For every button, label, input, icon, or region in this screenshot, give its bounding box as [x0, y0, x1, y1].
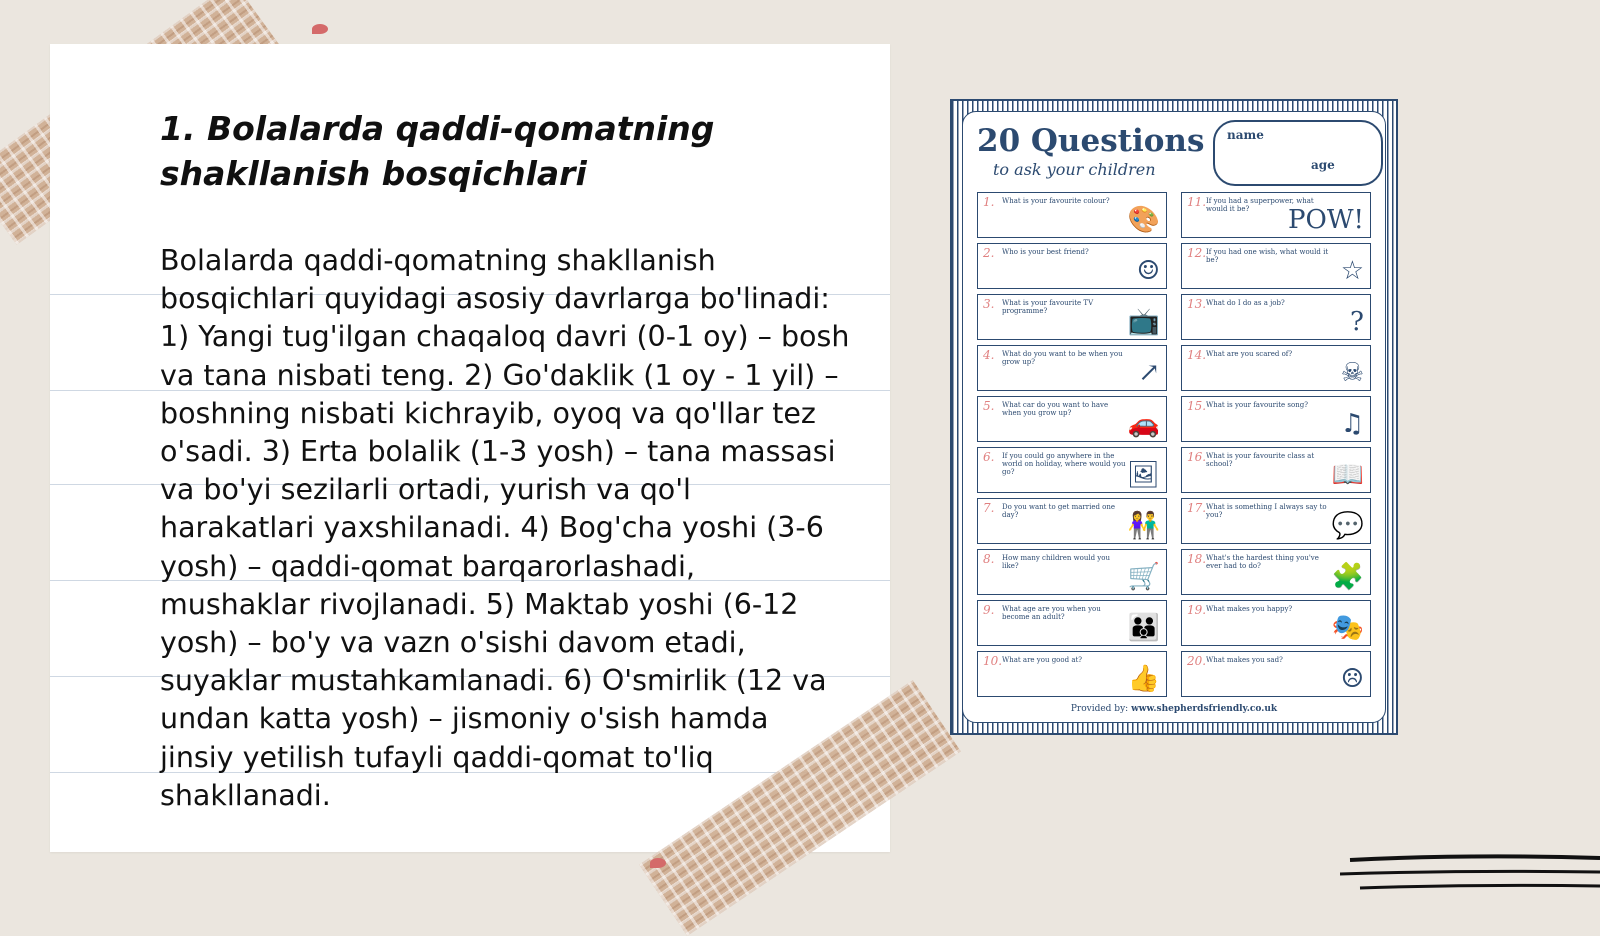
question-icon: 👍	[1127, 664, 1160, 694]
question-cell	[977, 243, 1167, 289]
worksheet-footer	[963, 704, 1385, 714]
question-number: 11.	[1187, 195, 1207, 209]
question-text: What is your favourite TV programme?	[1002, 299, 1094, 315]
question-cell	[1181, 396, 1371, 442]
question-number: 10.	[983, 654, 1003, 668]
name-age-bubble	[1213, 120, 1383, 186]
worksheet-subtitle: to ask your children	[993, 160, 1156, 179]
question-cell	[1181, 549, 1371, 595]
question-cell	[977, 294, 1167, 340]
question-text: How many children would you like?	[1002, 554, 1110, 570]
question-number: 12.	[1187, 246, 1207, 260]
question-icon: ↗	[1138, 358, 1160, 388]
footer-prefix: Provided by:	[1070, 704, 1129, 714]
question-cell	[1181, 498, 1371, 544]
question-number: 9.	[983, 603, 995, 617]
question-icon: ☠	[1340, 358, 1364, 388]
question-text: What car do you want to have when you grow up?	[1002, 401, 1109, 417]
question-text: If you could go anywhere in the world on holiday, where would you go?	[1002, 452, 1126, 476]
question-text: What age are you when you become an adult?	[1002, 605, 1101, 621]
question-number: 2.	[983, 246, 995, 260]
question-cell	[977, 498, 1167, 544]
question-cell	[1181, 243, 1371, 289]
question-number: 7.	[983, 501, 995, 515]
tape-flower-bottom	[650, 858, 666, 868]
question-icon: 💬	[1331, 511, 1364, 541]
question-text: Who is your best friend?	[1002, 248, 1089, 256]
question-number: 20.	[1187, 654, 1207, 668]
question-icon: 📖	[1331, 460, 1364, 490]
question-cell	[977, 549, 1167, 595]
question-text: What is your favourite song?	[1206, 401, 1308, 409]
question-text: What do I do as a job?	[1206, 299, 1285, 307]
age-label: age	[1311, 158, 1335, 172]
question-cell	[1181, 600, 1371, 646]
question-text: What is something I always say to you?	[1206, 503, 1327, 519]
question-number: 13.	[1187, 297, 1207, 311]
question-icon: POW!	[1288, 205, 1364, 235]
question-icon: 🚗	[1127, 409, 1160, 439]
question-number: 16.	[1187, 450, 1207, 464]
question-cell	[1181, 651, 1371, 697]
question-text: What are you scared of?	[1206, 350, 1293, 358]
question-text: What are you good at?	[1002, 656, 1083, 664]
question-number: 14.	[1187, 348, 1207, 362]
question-icon: 🎨	[1127, 205, 1160, 235]
question-number: 1.	[983, 195, 995, 209]
question-cell	[977, 651, 1167, 697]
question-cell	[1181, 447, 1371, 493]
slide-title: 1. Bolalarda qaddi-qomatning shakllanish bosqichlari	[160, 109, 715, 193]
question-text: What do you want to be when you grow up?	[1002, 350, 1123, 366]
question-number: 4.	[983, 348, 995, 362]
worksheet-title: 20 Questions	[977, 123, 1205, 159]
question-text: What makes you happy?	[1206, 605, 1293, 613]
question-text: What makes you sad?	[1206, 656, 1283, 664]
question-number: 5.	[983, 399, 995, 413]
worksheet-frame	[962, 111, 1386, 723]
question-number: 17.	[1187, 501, 1207, 515]
question-icon: ☆	[1340, 256, 1364, 286]
slide-body-text: Bolalarda qaddi-qomatning shakllanish bosqichlari quyidagi asosiy davrlarga bo'linadi: 1) Yangi tug'ilgan chaqaloq davri (0-1 oy) – bosh va tana nisbati teng. 2) Go'daklik (1 oy - 1 yil) – boshning nisbati kichrayib, oyoq va qo'llar tez o'sadi. 3) Erta bolalik (1-3 yosh) – tana massasi va bo'yi sezilarli ortadi, yurish va qo'l harakatlari yaxshilanadi. 4) Bog'cha yoshi (3-6 yosh) – qaddi-qomat barqarorlashadi, mushaklar rivojlanadi. 5) Maktab yoshi (6-12 yosh) – bo'y va vazn o'sishi davom etadi, suyaklar mustahkamlanadi. 6) O'smirlik (12 va undan katta yosh) – jismoniy o'sish hamda jinsiy yetilish tufayli qaddi-qomat to'liq shakllanadi.	[160, 244, 850, 812]
question-cell	[1181, 192, 1371, 238]
question-cell	[977, 192, 1167, 238]
question-cell	[1181, 294, 1371, 340]
question-icon: 🧩	[1331, 562, 1364, 592]
question-number: 6.	[983, 450, 995, 464]
decorative-brush-lines	[1340, 840, 1600, 900]
question-icon: ☹	[1340, 664, 1364, 694]
question-icon: ?	[1350, 307, 1364, 337]
question-text: If you had a superpower, what would it be?	[1206, 197, 1314, 213]
question-text: What is your favourite class at school?	[1206, 452, 1315, 468]
question-icon: 📺	[1127, 307, 1160, 337]
name-label: name	[1227, 128, 1264, 142]
question-icon: 👫	[1127, 511, 1160, 541]
question-number: 8.	[983, 552, 995, 566]
question-icon: 👪	[1127, 613, 1160, 643]
question-cell	[977, 396, 1167, 442]
question-icon: ☺	[1136, 256, 1160, 286]
question-number: 3.	[983, 297, 995, 311]
question-cell	[977, 600, 1167, 646]
question-cell	[977, 447, 1167, 493]
question-icon: 🖼	[1126, 460, 1160, 490]
questions-grid	[977, 192, 1371, 697]
question-icon: ♫	[1340, 409, 1364, 439]
question-number: 19.	[1187, 603, 1207, 617]
question-text: Do you want to get married one day?	[1002, 503, 1116, 519]
question-number: 15.	[1187, 399, 1207, 413]
lined-paper-card	[50, 44, 890, 852]
question-icon: 🛒	[1127, 562, 1160, 592]
question-cell	[977, 345, 1167, 391]
question-cell	[1181, 345, 1371, 391]
question-number: 18.	[1187, 552, 1207, 566]
question-text: If you had one wish, what would it be?	[1206, 248, 1329, 264]
question-text: What is your favourite colour?	[1002, 197, 1110, 205]
questions-worksheet-image	[950, 99, 1398, 735]
question-icon: 🎭	[1331, 613, 1364, 643]
question-text: What's the hardest thing you've ever had to do?	[1206, 554, 1319, 570]
footer-url: www.shepherdsfriendly.co.uk	[1131, 704, 1278, 714]
tape-flower-top	[312, 24, 328, 34]
